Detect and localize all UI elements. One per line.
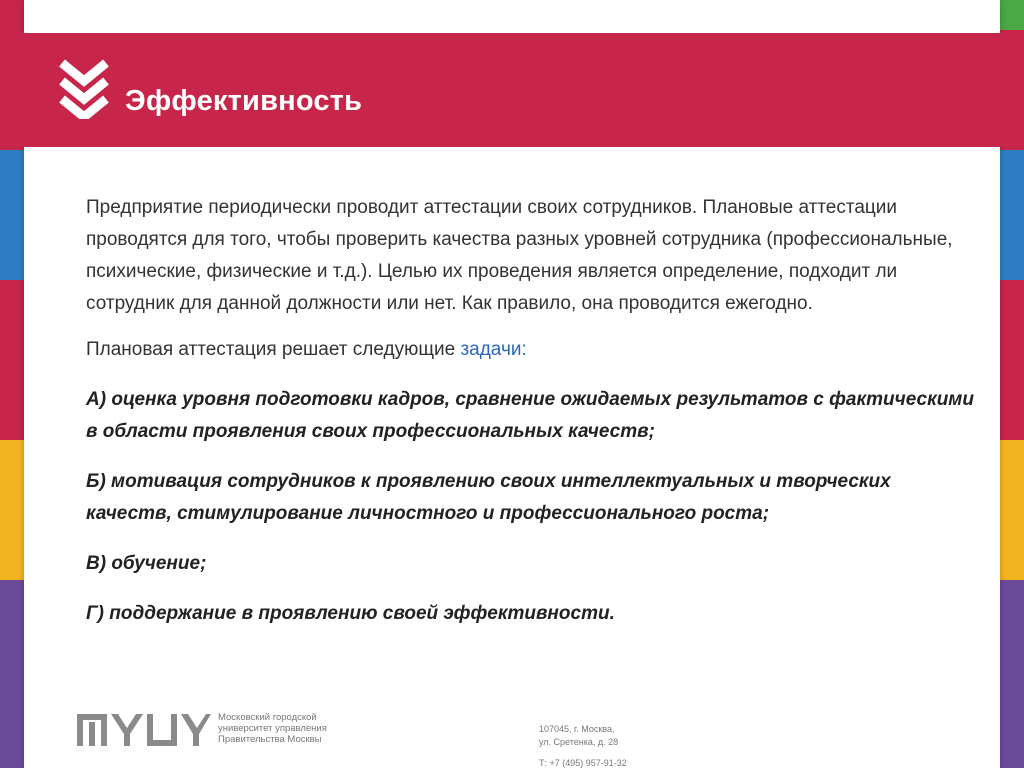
address-line: ул. Сретенка, д. 28 xyxy=(539,737,619,747)
address-line: 107045, г. Москва, xyxy=(539,724,615,734)
university-name xyxy=(218,712,327,745)
tasks-lead-text: Плановая аттестация решает следующие xyxy=(86,339,461,360)
address xyxy=(539,723,618,749)
intro-paragraph: Предприятие периодически проводит аттестации своих сотрудников. Плановые аттестации проводятся для того, чтобы проверить качества разных уровней сотрудника (профессиональные, психические, физические и т.д.). Целью их проведения является определение, подходит ли сотрудник для данной должности или нет. Как правило, она проводится ежегодно. xyxy=(86,197,953,314)
stripe-segment xyxy=(0,440,24,580)
university-name-line: Московский городской xyxy=(218,712,317,723)
phone-number: Т: +7 (495) 957-91-32 xyxy=(539,758,627,768)
list-item: Г) поддержание в проявлению своей эффективности. xyxy=(86,603,615,624)
university-name-line: университет управления xyxy=(218,723,327,734)
slide-footer xyxy=(0,700,1024,768)
stripe-segment xyxy=(1000,150,1024,280)
tasks-highlight-word: задачи: xyxy=(460,339,527,360)
mguu-logo xyxy=(77,714,211,751)
stripe-segment xyxy=(0,150,24,280)
tasks-lead-paragraph xyxy=(86,334,976,366)
list-item: В) обучение; xyxy=(86,553,207,574)
university-name-line: Правительства Москвы xyxy=(218,734,322,745)
slide-content xyxy=(86,192,976,648)
slide-header xyxy=(0,33,1024,147)
list-item: Б) мотивация сотрудников к проявлению своих интеллектуальных и творческих качеств, стимулирование личностного и профессионального роста; xyxy=(86,471,891,524)
stripe-segment xyxy=(1000,440,1024,580)
stripe-segment xyxy=(1000,0,1024,30)
stripe-segment xyxy=(1000,280,1024,440)
triple-chevron-down-icon xyxy=(58,57,110,124)
stripe-segment xyxy=(0,280,24,440)
list-item: А) оценка уровня подготовки кадров, сравнение ожидаемых результатов с фактическими в области проявления своих профессиональных качеств; xyxy=(86,389,974,442)
page-title: Эффективность xyxy=(125,85,363,117)
